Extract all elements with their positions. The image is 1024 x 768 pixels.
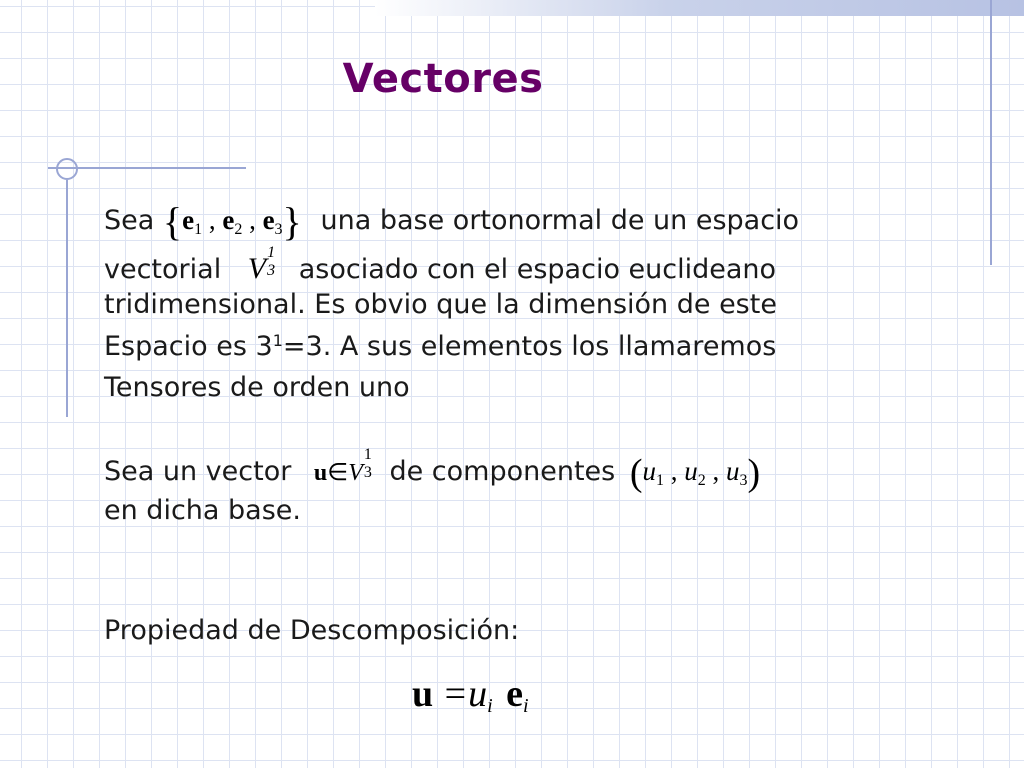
p1-line3: tridimensional. Es obvio que la dimensión de este [104,289,777,320]
vector-membership: u∈V 1 3 [313,446,372,486]
slide-title: Vectores [342,56,544,102]
components-tuple: ($u_1$ , $u_2$ , $u_3$) [629,452,761,494]
decorative-top-band [375,0,1024,16]
p2-line1: Sea un vector u∈V 1 3 de componentes ($u_1$ , $u_2$ , $u_3$) [104,446,761,494]
p2-line2: en dicha base. [104,495,301,526]
p1-line2: vectorial V 1 3 asociado con el espacio euclideano [104,244,777,285]
p1-line1: Sea {$e_1$ , $e_2$ , $e_3$} una base ortonormal de un espacio [104,199,800,244]
decorative-vertical-rule [990,0,992,265]
decorative-circle-icon [56,158,78,180]
basis-set: {$e_1$ , $e_2$ , $e_3$} [162,199,302,244]
p1-line5: Tensores de orden uno [104,372,410,403]
decorative-left-rule [66,180,68,417]
space-symbol: V 1 3 [247,244,276,285]
property-label: Propiedad de Descomposición: [104,615,520,646]
p1-line4: Espacio es $3^1=3$. A sus elementos los llamaremos [104,331,777,362]
decomposition-formula: u =ui ei [412,673,529,717]
